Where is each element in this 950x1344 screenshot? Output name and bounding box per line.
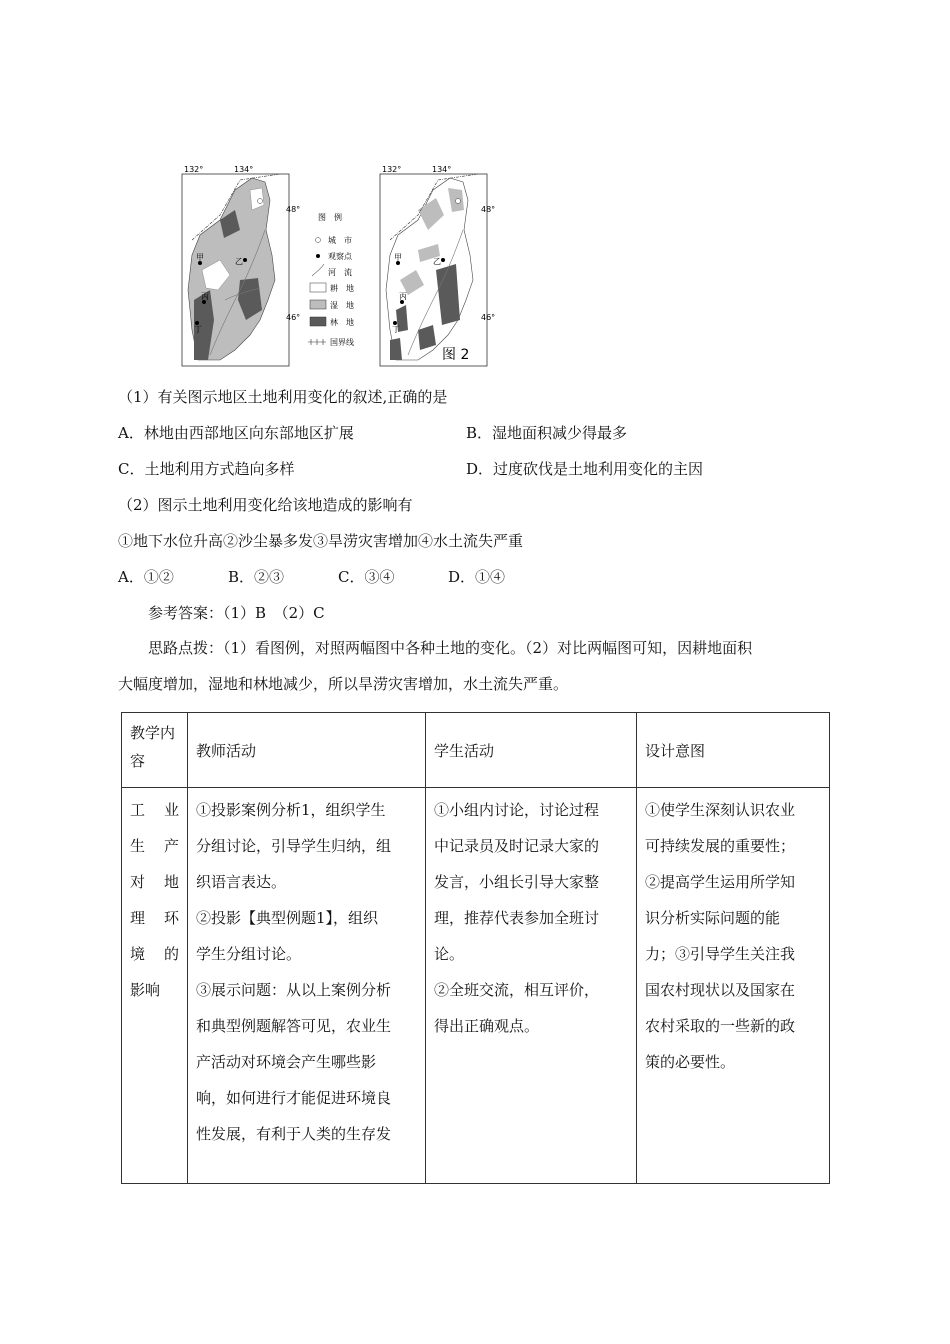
hint-line-2: 大幅度增加，湿地和林地减少，所以旱涝灾害增加，水土流失严重。 — [118, 675, 569, 693]
map-1 — [182, 165, 300, 366]
header-teacher: 教师活动 — [188, 713, 426, 788]
map1-lat-46: 46° — [286, 313, 301, 322]
content-line: 对 地 — [130, 873, 179, 891]
legend-city: 城 市 — [328, 236, 352, 245]
city-circle-icon — [316, 238, 321, 243]
header-design: 设计意图 — [637, 713, 830, 788]
header-content: 教学内容 — [122, 713, 188, 788]
design-cell — [637, 788, 830, 1184]
q2-option-b: B．②③ — [228, 568, 285, 586]
content-cell — [122, 788, 188, 1184]
teacher-line: ③展示问题：从以上案例分析 — [196, 981, 392, 999]
hint-line-1: 思路点拨：（1）看图例，对照两幅图中各种土地的变化。（2）对比两幅图可知，因耕地面积 — [148, 639, 753, 657]
teacher-cell — [188, 788, 426, 1184]
map1-lat-48: 48° — [286, 205, 301, 214]
q2-option-c: C．③④ — [338, 568, 395, 586]
content-line: 工 业 — [130, 801, 179, 819]
teacher-line: 和典型例题解答可见，农业生 — [196, 1017, 392, 1035]
land-use-figure — [180, 160, 500, 370]
legend-observation: 观察点 — [328, 252, 352, 261]
teacher-line: 学生分组讨论。 — [196, 945, 302, 963]
map1-place-yi: 乙 — [235, 257, 243, 266]
map-2 — [380, 165, 495, 366]
design-line: ②提高学生运用所学知 — [645, 873, 796, 891]
farmland-box-icon — [310, 283, 326, 292]
student-line: 得出正确观点。 — [434, 1017, 540, 1035]
lesson-plan-table — [121, 712, 830, 1184]
map2-lon-132: 132° — [382, 165, 402, 174]
reference-answer: 参考答案：（1）B （2）C — [148, 604, 325, 622]
q2-stem: （2）图示土地利用变化给该地造成的影响有 — [118, 496, 413, 514]
table-header-row — [122, 713, 830, 788]
design-line: 农村采取的一些新的政 — [645, 1017, 796, 1035]
teacher-line: 响，如何进行才能促进环境良 — [196, 1089, 392, 1107]
student-line: ②全班交流，相互评价， — [434, 981, 600, 999]
map2-lat-46: 46° — [481, 313, 496, 322]
teacher-line: 性发展，有利于人类的生存发 — [196, 1125, 392, 1143]
figure-caption: 图 2 — [442, 347, 470, 363]
river-line-icon — [312, 264, 324, 276]
q2-option-d: D．①④ — [448, 568, 506, 586]
table-row — [122, 788, 830, 1184]
map2-place-yi: 乙 — [433, 257, 441, 266]
teacher-line: 产活动对环境会产生哪些影 — [196, 1053, 377, 1071]
map2-place-jia: 甲 — [394, 253, 402, 262]
border-line-icon — [308, 339, 326, 345]
content-line: 境 的 — [130, 945, 179, 963]
student-cell — [426, 788, 637, 1184]
content-line: 影响 — [130, 981, 161, 999]
legend-wetland: 湿 地 — [330, 301, 354, 310]
design-line: 国农村现状以及国家在 — [645, 981, 796, 999]
legend-farmland: 耕 地 — [330, 284, 354, 293]
q2-option-a: A．①② — [118, 568, 174, 586]
land-use-maps — [180, 160, 500, 370]
content-line: 生 产 — [130, 837, 179, 855]
map1-lon-132: 132° — [184, 165, 204, 174]
map1-place-bing: 丙 — [201, 292, 209, 301]
legend-forest: 林 地 — [330, 318, 354, 327]
wetland-box-icon — [310, 300, 326, 309]
q1-option-a: A．林地由西部地区向东部地区扩展 — [118, 424, 354, 442]
map2-place-bing: 丙 — [399, 292, 407, 301]
q2-statements: ①地下水位升高②沙尘暴多发③旱涝灾害增加④水土流失严重 — [118, 532, 524, 550]
teacher-line: 织语言表达。 — [196, 873, 287, 891]
content-line: 理 环 — [130, 909, 179, 927]
observation-dot-icon — [316, 254, 320, 258]
legend-river: 河 流 — [328, 268, 352, 277]
map1-place-jia: 甲 — [196, 253, 204, 262]
q1-option-c: C．土地利用方式趋向多样 — [118, 460, 295, 478]
teacher-line: ①投影案例分析1，组织学生 — [196, 801, 386, 819]
student-line: 发言，小组长引导大家整 — [434, 873, 600, 891]
map2-lon-134: 134° — [432, 165, 452, 174]
q1-option-b: B．湿地面积减少得最多 — [466, 424, 628, 442]
legend-title: 图 例 — [318, 213, 342, 222]
map2-lat-48: 48° — [481, 205, 496, 214]
student-line: 理，推荐代表参加全班讨 — [434, 909, 600, 927]
map2-place-ding: 丁 — [392, 325, 400, 334]
student-line: ①小组内讨论，讨论过程 — [434, 801, 600, 819]
legend — [308, 212, 354, 347]
design-line: 力；③引导学生关注我 — [645, 945, 796, 963]
design-line: ①使学生深刻认识农业 — [645, 801, 796, 819]
teacher-line: ②投影【典型例题1】，组织 — [196, 909, 379, 927]
student-line: 中记录员及时记录大家的 — [434, 837, 600, 855]
legend-border: 国界线 — [330, 338, 354, 347]
design-line: 策的必要性。 — [645, 1053, 736, 1071]
map1-lon-134: 134° — [234, 165, 254, 174]
forest-box-icon — [310, 317, 326, 326]
teacher-line: 分组讨论，引导学生归纳，组 — [196, 837, 392, 855]
q1-stem: （1）有关图示地区土地利用变化的叙述,正确的是 — [118, 388, 448, 406]
map1-place-ding: 丁 — [194, 325, 202, 334]
design-line: 可持续发展的重要性； — [645, 837, 796, 855]
q1-option-d: D．过度砍伐是土地利用变化的主因 — [466, 460, 704, 478]
design-line: 识分析实际问题的能 — [645, 909, 781, 927]
student-line: 论。 — [434, 945, 465, 963]
header-student: 学生活动 — [426, 713, 637, 788]
